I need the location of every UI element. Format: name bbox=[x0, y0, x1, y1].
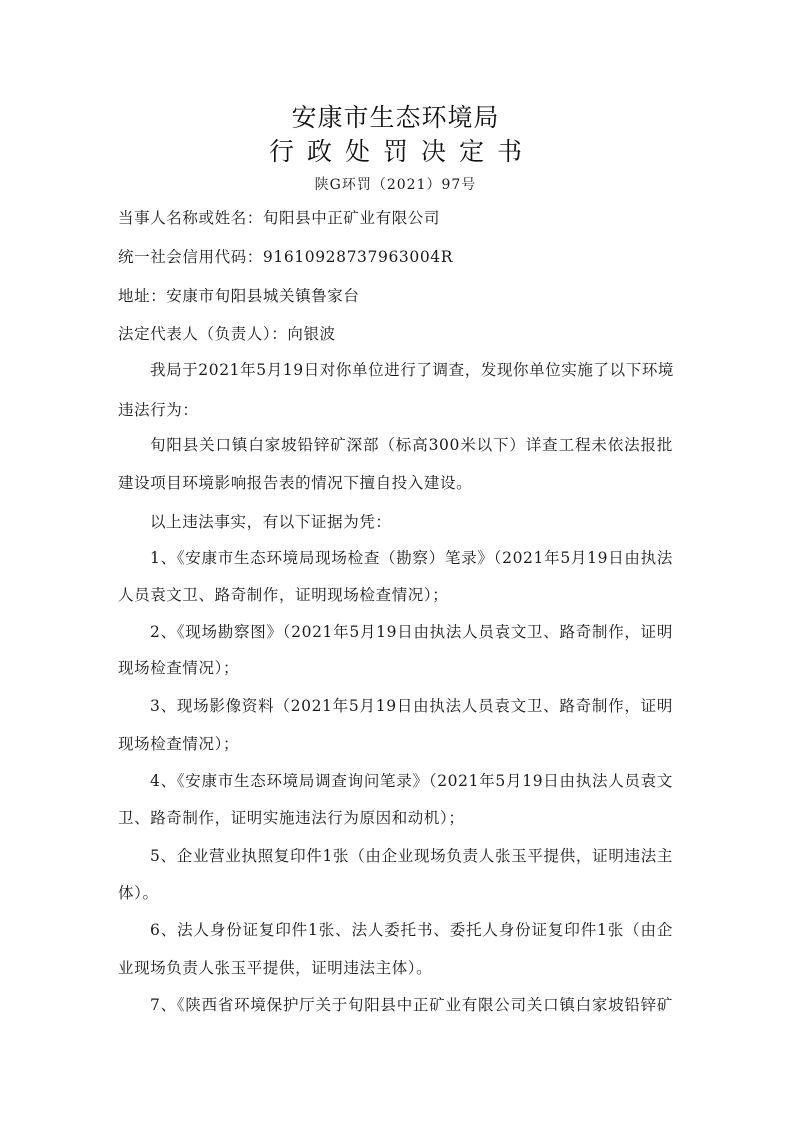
evidence-item-3-line-1: 3、现场影像资料（2021年5月19日由执法人员袁文卫、路奇制作，证明 bbox=[150, 697, 673, 715]
violation-paragraph-line-2: 建设项目环境影响报告表的情况下擅自投入建设。 bbox=[118, 474, 473, 492]
evidence-item-4-line-1: 4、《安康市生态环境局调查询问笔录》（2021年5月19日由执法人员袁文 bbox=[150, 772, 673, 790]
intro-paragraph-line-1: 我局于2021年5月19日对你单位进行了调查，发现你单位实施了以下环境 bbox=[150, 361, 675, 379]
evidence-item-1-line-2: 人员袁文卫、路奇制作，证明现场检查情况）； bbox=[118, 586, 449, 604]
party-name-line: 当事人名称或姓名：旬阳县中正矿业有限公司 bbox=[118, 209, 441, 227]
address-line: 地址：安康市旬阳县城关镇鲁家台 bbox=[118, 287, 360, 305]
intro-paragraph-line-2: 违法行为： bbox=[118, 401, 199, 419]
evidence-item-1-line-1: 1、《安康市生态环境局现场检查（勘察）笔录》（2021年5月19日由执法 bbox=[150, 549, 673, 567]
evidence-item-6-line-1: 6、法人身份证复印件1张、法人委托书、委托人身份证复印件1张（由企 bbox=[150, 921, 673, 939]
evidence-intro: 以上违法事实，有以下证据为凭： bbox=[150, 513, 392, 531]
evidence-item-5-line-2: 体）。 bbox=[118, 884, 159, 902]
credit-code-line: 统一社会信用代码：91610928737963004R bbox=[118, 248, 454, 266]
evidence-item-7-line-1: 7、《陕西省环境保护厅关于旬阳县中正矿业有限公司关口镇白家坡铅锌矿 bbox=[150, 996, 673, 1014]
agency-title: 安康市生态环境局 bbox=[291, 103, 500, 132]
evidence-item-4-line-2: 卫、路奇制作，证明实施违法行为原因和动机）； bbox=[118, 809, 465, 827]
evidence-item-3-line-2: 现场检查情况）； bbox=[118, 735, 240, 753]
document-number: 陕G环罚（2021）97号 bbox=[314, 177, 477, 193]
evidence-item-5-line-1: 5、企业营业执照复印件1张（由企业现场负责人张玉平提供，证明违法主 bbox=[150, 847, 673, 865]
evidence-item-2-line-2: 现场检查情况）； bbox=[118, 659, 240, 677]
representative-line: 法定代表人（负责人）：向银波 bbox=[118, 325, 336, 343]
evidence-item-2-line-1: 2、《现场勘察图》（2021年5月19日由执法人员袁文卫、路奇制作，证明 bbox=[150, 623, 673, 641]
document-type-title: 行政处罚决定书 bbox=[268, 137, 535, 166]
violation-paragraph-line-1: 旬阳县关口镇白家坡铅锌矿深部（标高300米以下）详查工程未依法报批 bbox=[150, 436, 673, 454]
evidence-item-6-line-2: 业现场负责人张玉平提供，证明违法主体）。 bbox=[118, 959, 433, 977]
